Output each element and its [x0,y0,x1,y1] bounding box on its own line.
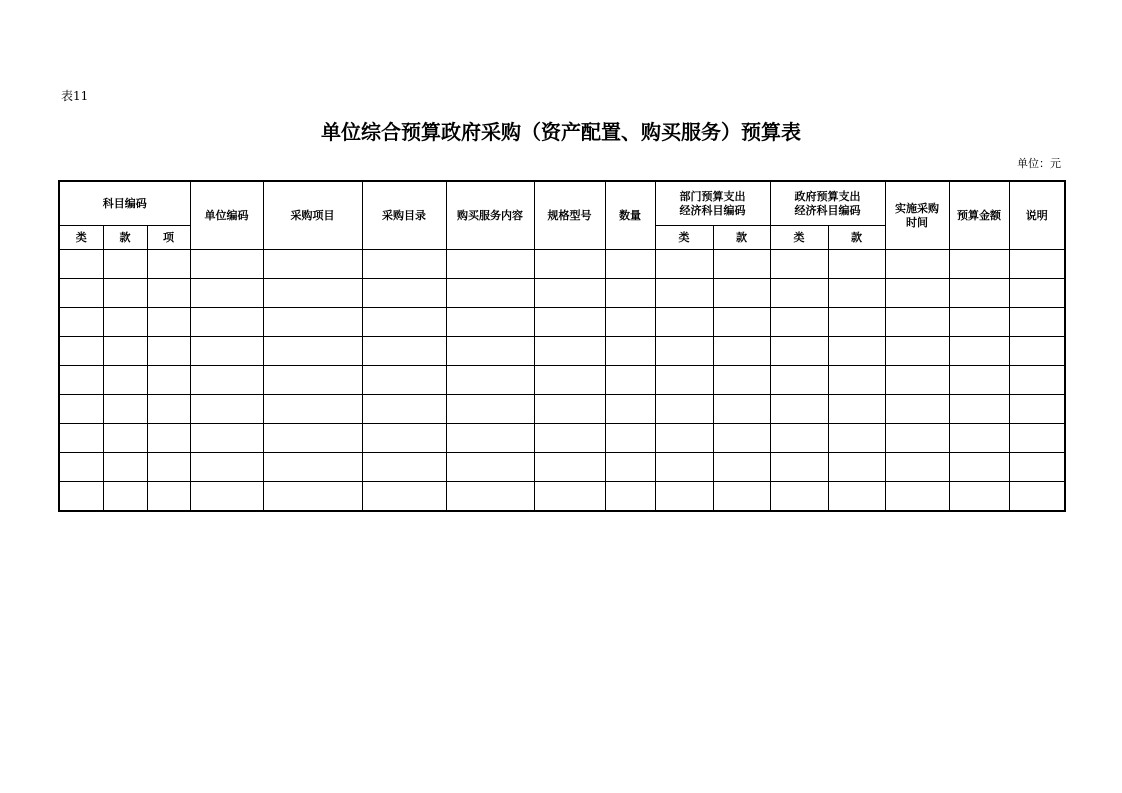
table-cell[interactable] [446,308,534,337]
table-cell[interactable] [59,250,103,279]
table-cell[interactable] [190,279,263,308]
table-cell[interactable] [1009,482,1065,512]
table-cell[interactable] [949,395,1009,424]
header-subject-item: 项 [147,226,190,250]
unit-label: 单位：元 [1017,157,1061,170]
table-header [59,181,1065,250]
table-cell[interactable] [713,337,770,366]
table-cell[interactable] [1009,453,1065,482]
table-cell[interactable] [655,453,713,482]
table-row [59,482,1065,512]
table-cell[interactable] [605,337,655,366]
table-cell[interactable] [534,424,605,453]
table-cell[interactable] [1009,366,1065,395]
header-dept-section: 款 [713,226,770,250]
table-cell[interactable] [655,395,713,424]
table-cell[interactable] [362,279,446,308]
table-cell[interactable] [147,395,190,424]
table-row [59,395,1065,424]
table-cell[interactable] [263,279,362,308]
table-row [59,250,1065,279]
table-cell[interactable] [605,424,655,453]
table-cell[interactable] [147,424,190,453]
table-cell[interactable] [949,453,1009,482]
table-cell[interactable] [103,453,147,482]
table-cell[interactable] [534,395,605,424]
table-cell[interactable] [770,395,828,424]
table-cell[interactable] [828,366,885,395]
table-cell[interactable] [949,250,1009,279]
table-cell[interactable] [828,279,885,308]
table-cell[interactable] [655,337,713,366]
table-cell[interactable] [103,279,147,308]
table-row [59,308,1065,337]
table-cell[interactable] [605,308,655,337]
table-cell[interactable] [1009,308,1065,337]
table-cell[interactable] [828,250,885,279]
table-cell[interactable] [147,482,190,512]
table-cell[interactable] [885,337,949,366]
table-cell[interactable] [446,453,534,482]
table-cell[interactable] [59,308,103,337]
table-cell[interactable] [147,250,190,279]
table-cell[interactable] [770,337,828,366]
table-cell[interactable] [713,395,770,424]
table-cell[interactable] [59,337,103,366]
table-cell[interactable] [828,453,885,482]
header-remarks: 说明 [1009,181,1065,250]
table-number: 表11 [61,89,89,103]
table-cell[interactable] [263,366,362,395]
table-cell[interactable] [713,250,770,279]
table-cell[interactable] [655,482,713,512]
table-cell[interactable] [534,279,605,308]
table-cell[interactable] [655,279,713,308]
header-budget-amount: 预算金额 [949,181,1009,250]
table-cell[interactable] [362,453,446,482]
table-cell[interactable] [885,453,949,482]
table-cell[interactable] [605,279,655,308]
table-cell[interactable] [655,424,713,453]
table-cell[interactable] [263,482,362,512]
table-row [59,337,1065,366]
header-subject-category: 类 [59,226,103,250]
table-cell[interactable] [828,337,885,366]
table-cell[interactable] [190,395,263,424]
header-service-content: 购买服务内容 [446,181,534,250]
header-gov-category: 类 [770,226,828,250]
table-cell[interactable] [446,395,534,424]
table-cell[interactable] [446,482,534,512]
table-cell[interactable] [534,337,605,366]
header-implementation-time: 实施采购 时间 [885,181,949,250]
table-cell[interactable] [1009,250,1065,279]
table-cell[interactable] [605,250,655,279]
table-cell[interactable] [263,453,362,482]
table-cell[interactable] [828,424,885,453]
budget-table [58,180,1066,512]
table-cell[interactable] [446,337,534,366]
table-row [59,366,1065,395]
table-cell[interactable] [885,250,949,279]
header-gov-expense-code: 政府预算支出 经济科目编码 [770,181,885,226]
table-cell[interactable] [534,482,605,512]
header-procurement-item: 采购项目 [263,181,362,250]
table-cell[interactable] [1009,395,1065,424]
table-cell[interactable] [446,366,534,395]
table-cell[interactable] [446,250,534,279]
table-cell[interactable] [190,482,263,512]
header-spec-model: 规格型号 [534,181,605,250]
table-row [59,424,1065,453]
table-cell[interactable] [190,250,263,279]
table-row [59,279,1065,308]
header-dept-expense-code: 部门预算支出 经济科目编码 [655,181,770,226]
table-cell[interactable] [949,308,1009,337]
table-cell[interactable] [362,482,446,512]
table-cell[interactable] [949,337,1009,366]
table-cell[interactable] [362,250,446,279]
table-row [59,453,1065,482]
table-cell[interactable] [885,424,949,453]
table-cell[interactable] [828,308,885,337]
table-cell[interactable] [263,395,362,424]
table-cell[interactable] [362,308,446,337]
header-gov-section: 款 [828,226,885,250]
table-cell[interactable] [713,424,770,453]
table-cell[interactable] [770,279,828,308]
table-cell[interactable] [949,482,1009,512]
table-cell[interactable] [103,482,147,512]
table-cell[interactable] [147,279,190,308]
table-cell[interactable] [103,308,147,337]
table-cell[interactable] [263,308,362,337]
table-cell[interactable] [713,366,770,395]
table-cell[interactable] [263,424,362,453]
table-cell[interactable] [770,482,828,512]
header-quantity: 数量 [605,181,655,250]
table-cell[interactable] [59,424,103,453]
table-cell[interactable] [362,395,446,424]
table-cell[interactable] [655,366,713,395]
table-cell[interactable] [59,453,103,482]
table-cell[interactable] [949,424,1009,453]
header-subject-section: 款 [103,226,147,250]
table-cell[interactable] [263,250,362,279]
table-cell[interactable] [713,482,770,512]
table-cell[interactable] [1009,279,1065,308]
table-cell[interactable] [605,395,655,424]
table-cell[interactable] [147,453,190,482]
header-subject-code: 科目编码 [59,181,190,226]
table-cell[interactable] [263,337,362,366]
table-cell[interactable] [103,250,147,279]
table-cell[interactable] [949,279,1009,308]
table-cell[interactable] [605,366,655,395]
table-cell[interactable] [534,366,605,395]
table-cell[interactable] [605,482,655,512]
table-cell[interactable] [828,482,885,512]
table-cell[interactable] [770,250,828,279]
table-cell[interactable] [1009,337,1065,366]
header-procurement-catalog: 采购目录 [362,181,446,250]
table-cell[interactable] [713,308,770,337]
table-cell[interactable] [59,482,103,512]
table-cell[interactable] [885,279,949,308]
table-cell[interactable] [770,308,828,337]
table-cell[interactable] [885,482,949,512]
table-cell[interactable] [1009,424,1065,453]
table-cell[interactable] [534,453,605,482]
table-cell[interactable] [103,337,147,366]
table-cell[interactable] [885,366,949,395]
header-unit-code: 单位编码 [190,181,263,250]
table-cell[interactable] [147,366,190,395]
table-cell[interactable] [770,424,828,453]
table-cell[interactable] [828,395,885,424]
table-cell[interactable] [713,453,770,482]
table-cell[interactable] [655,308,713,337]
table-cell[interactable] [190,337,263,366]
table-cell[interactable] [770,366,828,395]
table-cell[interactable] [446,424,534,453]
table-cell[interactable] [605,453,655,482]
table-cell[interactable] [534,250,605,279]
table-cell[interactable] [59,395,103,424]
table-cell[interactable] [362,366,446,395]
table-cell[interactable] [147,308,190,337]
table-cell[interactable] [103,366,147,395]
table-cell[interactable] [190,453,263,482]
table-cell[interactable] [770,453,828,482]
table-cell[interactable] [885,395,949,424]
table-cell[interactable] [655,250,713,279]
table-cell[interactable] [534,308,605,337]
table-cell[interactable] [949,366,1009,395]
page-title: 单位综合预算政府采购（资产配置、购买服务）预算表 [321,120,801,144]
table-cell[interactable] [103,424,147,453]
table-cell[interactable] [190,366,263,395]
table-cell[interactable] [362,337,446,366]
table-cell[interactable] [362,424,446,453]
table-cell[interactable] [147,337,190,366]
table-cell[interactable] [885,308,949,337]
table-cell[interactable] [59,366,103,395]
table-body [59,250,1065,512]
table-cell[interactable] [190,424,263,453]
table-cell[interactable] [446,279,534,308]
table-cell[interactable] [103,395,147,424]
header-dept-category: 类 [655,226,713,250]
table-cell[interactable] [713,279,770,308]
table-cell[interactable] [190,308,263,337]
table-cell[interactable] [59,279,103,308]
